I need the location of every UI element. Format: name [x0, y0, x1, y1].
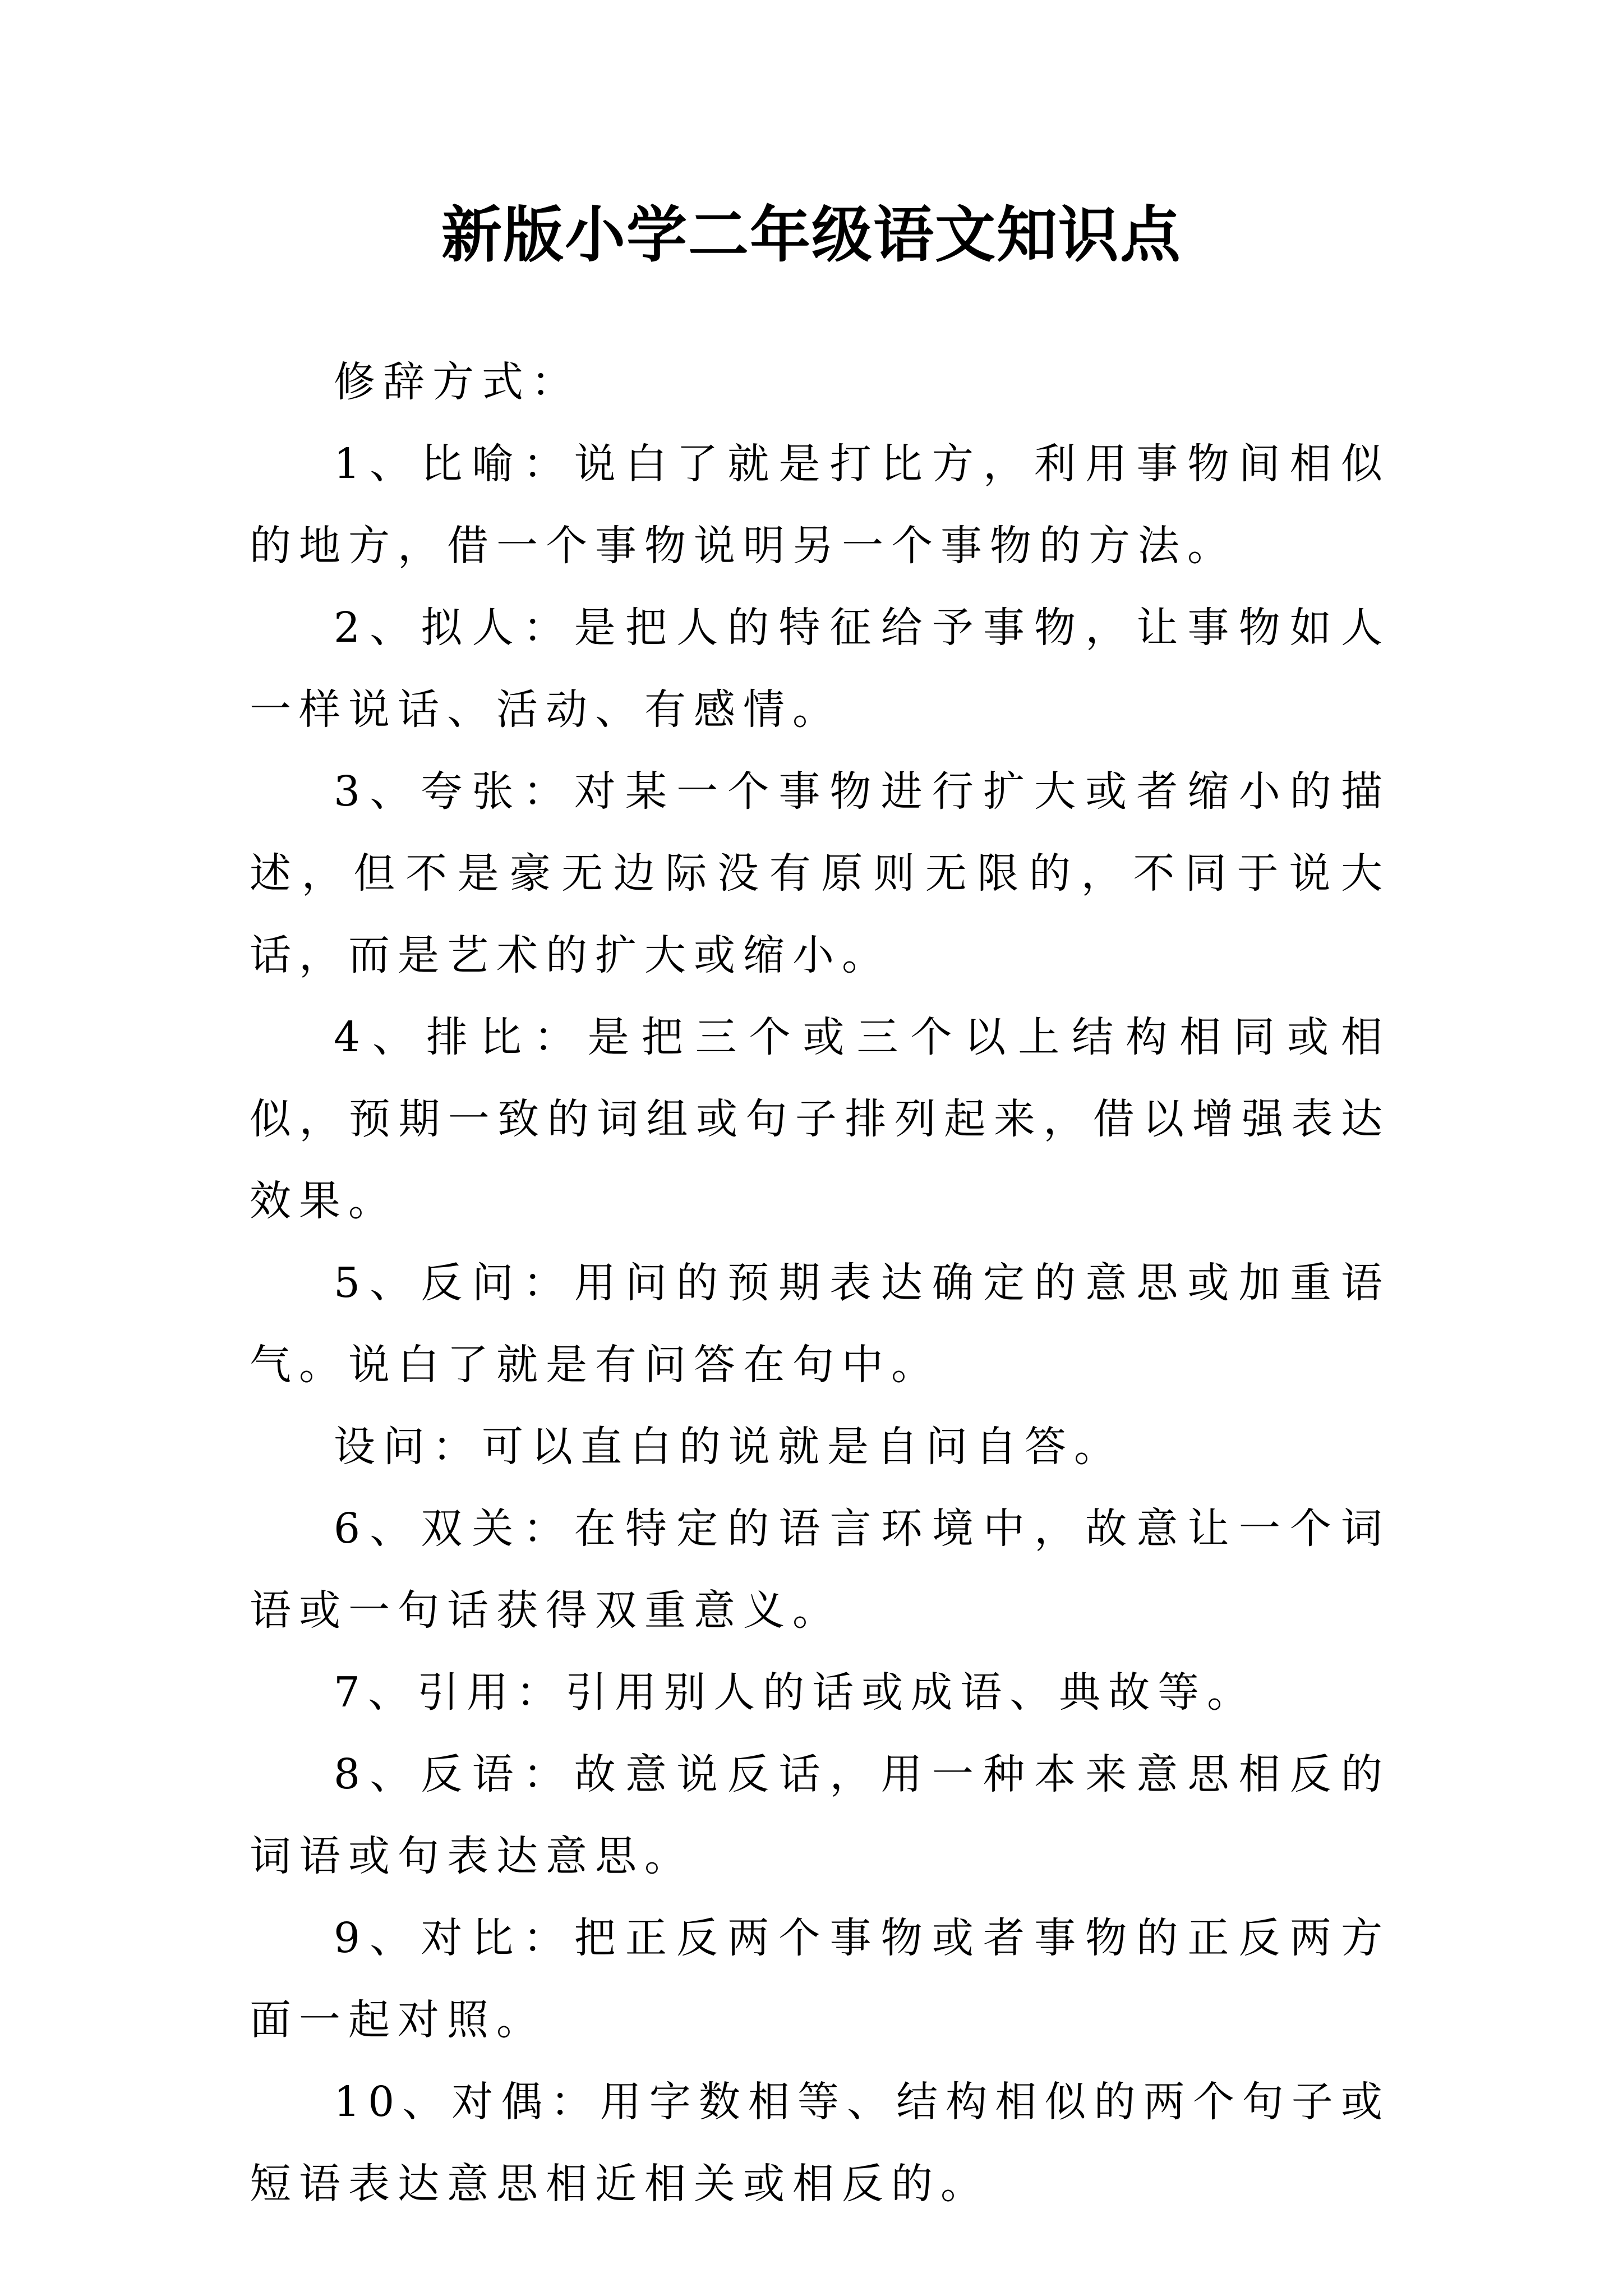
paragraph-hyperbole: 3、夸张：对某一个事物进行扩大或者缩小的描述，但不是豪无边际没有原则无限的，不同于说大话，而是艺术的扩大或缩小。	[250, 767, 1390, 979]
paragraph-contrast: 9、对比：把正反两个事物或者事物的正反两方面一起对照。	[250, 1914, 1390, 2044]
document-title: 新版小学二年级语文知识点	[441, 200, 1182, 270]
paragraph-hypophora: 设问：可以直白的说就是自问自答。	[334, 1423, 1123, 1471]
paragraph-metaphor: 1、比喻：说白了就是打比方，利用事物间相似的地方，借一个事物说明另一个事物的方法。	[250, 440, 1390, 570]
paragraph-quotation: 7、引用：引用别人的话或成语、典故等。	[334, 1668, 1257, 1717]
paragraph-rhetoric-heading: 修辞方式：	[334, 358, 580, 406]
document-body	[250, 341, 1390, 2225]
paragraph-irony: 8、反语：故意说反话，用一种本来意思相反的词语或句表达意思。	[250, 1750, 1390, 1880]
paragraph-parallelism: 4、排比：是把三个或三个以上结构相同或相似，预期一致的词组或句子排列起来，借以增强表达效果。	[250, 1013, 1390, 1225]
paragraph-rhetorical-question: 5、反问：用问的预期表达确定的意思或加重语气。说白了就是有问答在句中。	[250, 1259, 1390, 1389]
paragraph-personification: 2、拟人：是把人的特征给予事物，让事物如人一样说话、活动、有感情。	[250, 604, 1390, 734]
paragraph-pun: 6、双关：在特定的语言环境中，故意让一个词语或一句话获得双重意义。	[250, 1504, 1390, 1635]
paragraph-antithesis: 10、对偶：用字数相等、结构相似的两个句子或短语表达意思相近相关或相反的。	[250, 2078, 1390, 2208]
